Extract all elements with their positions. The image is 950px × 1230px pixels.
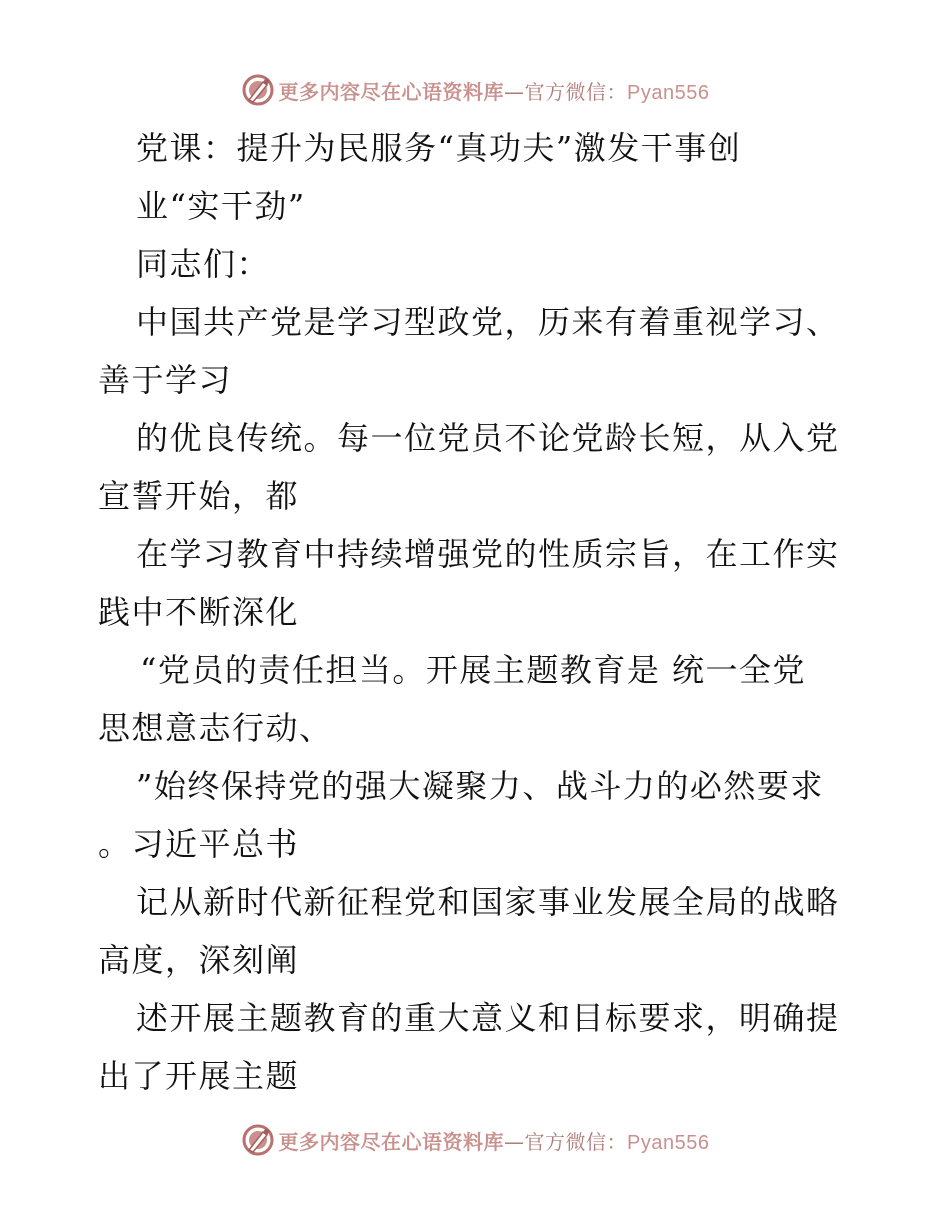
- salutation: 同志们：: [136, 245, 271, 283]
- title-line-2: 业“实干劲”: [136, 187, 306, 225]
- title-line-1: 党课：提升为民服务“真功夫”激发干事创: [136, 129, 742, 167]
- wechat-id: Pyan556: [627, 81, 710, 104]
- watermark-separator: —: [504, 1129, 525, 1154]
- paragraph-line: 中国共产党是学习型政党，历来有着重视学习、: [136, 303, 840, 341]
- pen-logo-icon: [241, 1123, 275, 1157]
- footer-watermark: [0, 1120, 950, 1160]
- paragraph-line: 。习近平总书: [98, 825, 300, 863]
- paragraph-line: “党员的责任担当。开展主题教育是 统一全党: [140, 651, 807, 689]
- paragraph-line: 记从新时代新征程党和国家事业发展全局的战略: [136, 883, 840, 921]
- wechat-label: 官方微信：: [524, 79, 628, 104]
- paragraph-line: 宣誓开始，都: [98, 477, 300, 515]
- paragraph-line: 出了开展主题: [98, 1057, 300, 1095]
- watermark-text: 更多内容尽在心语资料库: [278, 79, 505, 104]
- paragraph-line: 思想意志行动、: [98, 709, 333, 747]
- paragraph-line: 践中不断深化: [98, 593, 300, 631]
- watermark-text: 更多内容尽在心语资料库: [278, 1129, 505, 1154]
- paragraph-line: 在学习教育中持续增强党的性质宗旨，在工作实: [136, 535, 840, 573]
- paragraph-line: ”始终保持党的强大凝聚力、战斗力的必然要求: [136, 767, 824, 805]
- paragraph-line: 高度，深刻阐: [98, 941, 300, 979]
- paragraph-line: 善于学习: [98, 361, 233, 399]
- watermark-separator: —: [504, 79, 525, 104]
- paragraph-line: 的优良传统。每一位党员不论党龄长短，从入党: [136, 419, 840, 457]
- wechat-label: 官方微信：: [524, 1129, 628, 1154]
- paragraph-line: 述开展主题教育的重大意义和目标要求，明确提: [136, 999, 840, 1037]
- wechat-id: Pyan556: [627, 1131, 710, 1154]
